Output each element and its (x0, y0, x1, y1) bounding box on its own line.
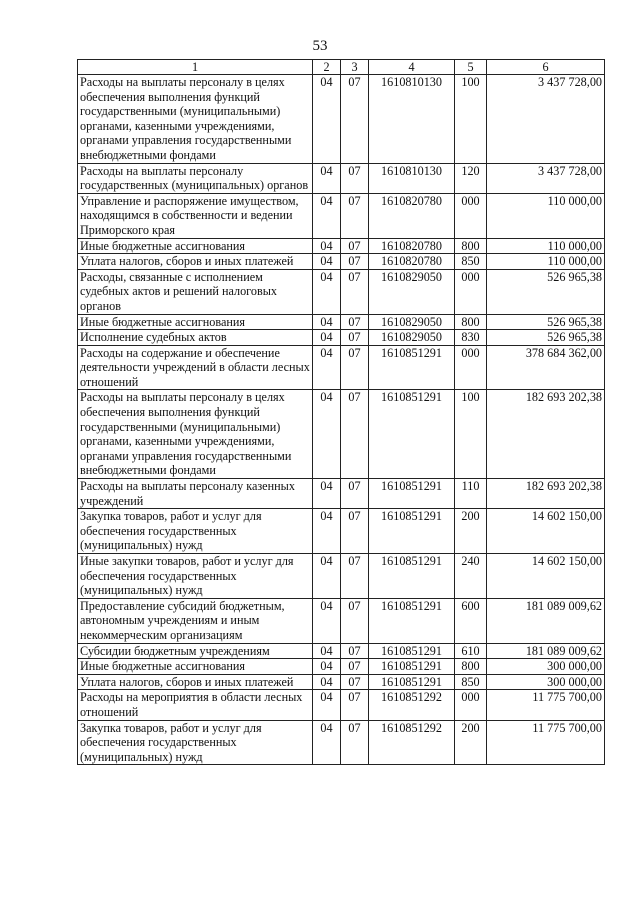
table-row (78, 269, 605, 314)
table-row (78, 345, 605, 390)
expense-type-cell: 830 (455, 330, 487, 346)
subsection-code-cell: 07 (341, 193, 369, 238)
target-article-cell: 1610851291 (369, 643, 455, 659)
expense-name-cell: Расходы, связанные с исполнением судебных актов и решений налоговых органов (78, 269, 313, 314)
expense-name-cell: Расходы на выплаты персоналу казенных учреждений (78, 479, 313, 509)
target-article-cell: 1610851291 (369, 674, 455, 690)
expense-name-cell: Иные бюджетные ассигнования (78, 659, 313, 675)
expense-name-cell: Предоставление субсидий бюджетным, автономным учреждениям и иным некоммерческим организациям (78, 598, 313, 643)
expense-name-cell: Расходы на выплаты персоналу государственных (муниципальных) органов (78, 163, 313, 193)
expense-name-cell: Уплата налогов, сборов и иных платежей (78, 674, 313, 690)
target-article-cell: 1610820780 (369, 238, 455, 254)
section-code-cell: 04 (313, 254, 341, 270)
section-code-cell: 04 (313, 554, 341, 599)
amount-cell: 11 775 700,00 (487, 690, 605, 720)
column-header: 3 (341, 60, 369, 75)
amount-cell: 300 000,00 (487, 674, 605, 690)
subsection-code-cell: 07 (341, 720, 369, 765)
page-number: 53 (312, 38, 328, 54)
target-article-cell: 1610810130 (369, 163, 455, 193)
target-article-cell: 1610820780 (369, 254, 455, 270)
table-row (78, 720, 605, 765)
amount-cell: 110 000,00 (487, 193, 605, 238)
expense-type-cell: 200 (455, 720, 487, 765)
subsection-code-cell: 07 (341, 390, 369, 479)
amount-cell: 526 965,38 (487, 314, 605, 330)
table-row (78, 479, 605, 509)
table-row (78, 330, 605, 346)
subsection-code-cell: 07 (341, 75, 369, 164)
amount-cell: 3 437 728,00 (487, 163, 605, 193)
column-header: 5 (455, 60, 487, 75)
section-code-cell: 04 (313, 643, 341, 659)
amount-cell: 110 000,00 (487, 254, 605, 270)
expense-type-cell: 000 (455, 690, 487, 720)
subsection-code-cell: 07 (341, 163, 369, 193)
expense-name-cell: Расходы на выплаты персоналу в целях обеспечения выполнения функций государственными (муниципальными) органами, казенными учреждениями, органами управления государственными внебюджетными фондами (78, 390, 313, 479)
expense-type-cell: 100 (455, 390, 487, 479)
expense-name-cell: Субсидии бюджетным учреждениям (78, 643, 313, 659)
amount-cell: 3 437 728,00 (487, 75, 605, 164)
subsection-code-cell: 07 (341, 509, 369, 554)
expense-type-cell: 610 (455, 643, 487, 659)
subsection-code-cell: 07 (341, 479, 369, 509)
target-article-cell: 1610851291 (369, 659, 455, 675)
target-article-cell: 1610851291 (369, 479, 455, 509)
expense-type-cell: 000 (455, 345, 487, 390)
subsection-code-cell: 07 (341, 330, 369, 346)
section-code-cell: 04 (313, 314, 341, 330)
subsection-code-cell: 07 (341, 674, 369, 690)
subsection-code-cell: 07 (341, 314, 369, 330)
section-code-cell: 04 (313, 330, 341, 346)
amount-cell: 182 693 202,38 (487, 479, 605, 509)
section-code-cell: 04 (313, 479, 341, 509)
table-row (78, 314, 605, 330)
expense-type-cell: 110 (455, 479, 487, 509)
expense-name-cell: Закупка товаров, работ и услуг для обеспечения государственных (муниципальных) нужд (78, 720, 313, 765)
target-article-cell: 1610851291 (369, 390, 455, 479)
amount-cell: 11 775 700,00 (487, 720, 605, 765)
target-article-cell: 1610829050 (369, 330, 455, 346)
expense-type-cell: 800 (455, 314, 487, 330)
expense-type-cell: 850 (455, 254, 487, 270)
table-row (78, 193, 605, 238)
amount-cell: 300 000,00 (487, 659, 605, 675)
section-code-cell: 04 (313, 238, 341, 254)
expense-name-cell: Управление и распоряжение имуществом, находящимся в собственности и ведении Приморского края (78, 193, 313, 238)
subsection-code-cell: 07 (341, 598, 369, 643)
expense-type-cell: 850 (455, 674, 487, 690)
column-header: 1 (78, 60, 313, 75)
section-code-cell: 04 (313, 390, 341, 479)
expense-name-cell: Закупка товаров, работ и услуг для обеспечения государственных (муниципальных) нужд (78, 509, 313, 554)
target-article-cell: 1610829050 (369, 314, 455, 330)
table-row (78, 163, 605, 193)
target-article-cell: 1610851292 (369, 690, 455, 720)
table-row (78, 690, 605, 720)
amount-cell: 526 965,38 (487, 269, 605, 314)
expense-name-cell: Иные бюджетные ассигнования (78, 314, 313, 330)
expense-name-cell: Расходы на мероприятия в области лесных отношений (78, 690, 313, 720)
subsection-code-cell: 07 (341, 643, 369, 659)
expense-name-cell: Уплата налогов, сборов и иных платежей (78, 254, 313, 270)
target-article-cell: 1610851291 (369, 598, 455, 643)
table-row (78, 659, 605, 675)
budget-table (77, 59, 605, 765)
expense-type-cell: 600 (455, 598, 487, 643)
target-article-cell: 1610851291 (369, 509, 455, 554)
subsection-code-cell: 07 (341, 254, 369, 270)
expense-name-cell: Иные закупки товаров, работ и услуг для обеспечения государственных (муниципальных) нужд (78, 554, 313, 599)
amount-cell: 378 684 362,00 (487, 345, 605, 390)
amount-cell: 14 602 150,00 (487, 509, 605, 554)
table-row (78, 254, 605, 270)
section-code-cell: 04 (313, 690, 341, 720)
subsection-code-cell: 07 (341, 659, 369, 675)
column-header: 4 (369, 60, 455, 75)
subsection-code-cell: 07 (341, 345, 369, 390)
section-code-cell: 04 (313, 509, 341, 554)
section-code-cell: 04 (313, 720, 341, 765)
expense-type-cell: 120 (455, 163, 487, 193)
expense-name-cell: Расходы на содержание и обеспечение деятельности учреждений в области лесных отношений (78, 345, 313, 390)
section-code-cell: 04 (313, 163, 341, 193)
section-code-cell: 04 (313, 345, 341, 390)
amount-cell: 182 693 202,38 (487, 390, 605, 479)
section-code-cell: 04 (313, 659, 341, 675)
table-row (78, 674, 605, 690)
table-row (78, 554, 605, 599)
section-code-cell: 04 (313, 193, 341, 238)
expense-type-cell: 800 (455, 238, 487, 254)
expense-name-cell: Расходы на выплаты персоналу в целях обеспечения выполнения функций государственными (муниципальными) органами, казенными учреждениями, органами управления государственными внебюджетными фондами (78, 75, 313, 164)
section-code-cell: 04 (313, 674, 341, 690)
expense-type-cell: 240 (455, 554, 487, 599)
amount-cell: 181 089 009,62 (487, 598, 605, 643)
expense-type-cell: 100 (455, 75, 487, 164)
table-row (78, 598, 605, 643)
target-article-cell: 1610851291 (369, 345, 455, 390)
target-article-cell: 1610829050 (369, 269, 455, 314)
table-header-row (78, 60, 605, 75)
subsection-code-cell: 07 (341, 238, 369, 254)
section-code-cell: 04 (313, 269, 341, 314)
expense-type-cell: 800 (455, 659, 487, 675)
column-header: 2 (313, 60, 341, 75)
expense-name-cell: Исполнение судебных актов (78, 330, 313, 346)
column-header: 6 (487, 60, 605, 75)
target-article-cell: 1610851291 (369, 554, 455, 599)
table-row (78, 390, 605, 479)
subsection-code-cell: 07 (341, 690, 369, 720)
section-code-cell: 04 (313, 75, 341, 164)
subsection-code-cell: 07 (341, 269, 369, 314)
subsection-code-cell: 07 (341, 554, 369, 599)
expense-type-cell: 200 (455, 509, 487, 554)
table-row (78, 643, 605, 659)
expense-type-cell: 000 (455, 269, 487, 314)
table-row (78, 238, 605, 254)
amount-cell: 110 000,00 (487, 238, 605, 254)
section-code-cell: 04 (313, 598, 341, 643)
table-row (78, 75, 605, 164)
amount-cell: 14 602 150,00 (487, 554, 605, 599)
target-article-cell: 1610851292 (369, 720, 455, 765)
table-body (78, 75, 605, 765)
amount-cell: 526 965,38 (487, 330, 605, 346)
target-article-cell: 1610820780 (369, 193, 455, 238)
amount-cell: 181 089 009,62 (487, 643, 605, 659)
expense-type-cell: 000 (455, 193, 487, 238)
table-row (78, 509, 605, 554)
expense-name-cell: Иные бюджетные ассигнования (78, 238, 313, 254)
target-article-cell: 1610810130 (369, 75, 455, 164)
